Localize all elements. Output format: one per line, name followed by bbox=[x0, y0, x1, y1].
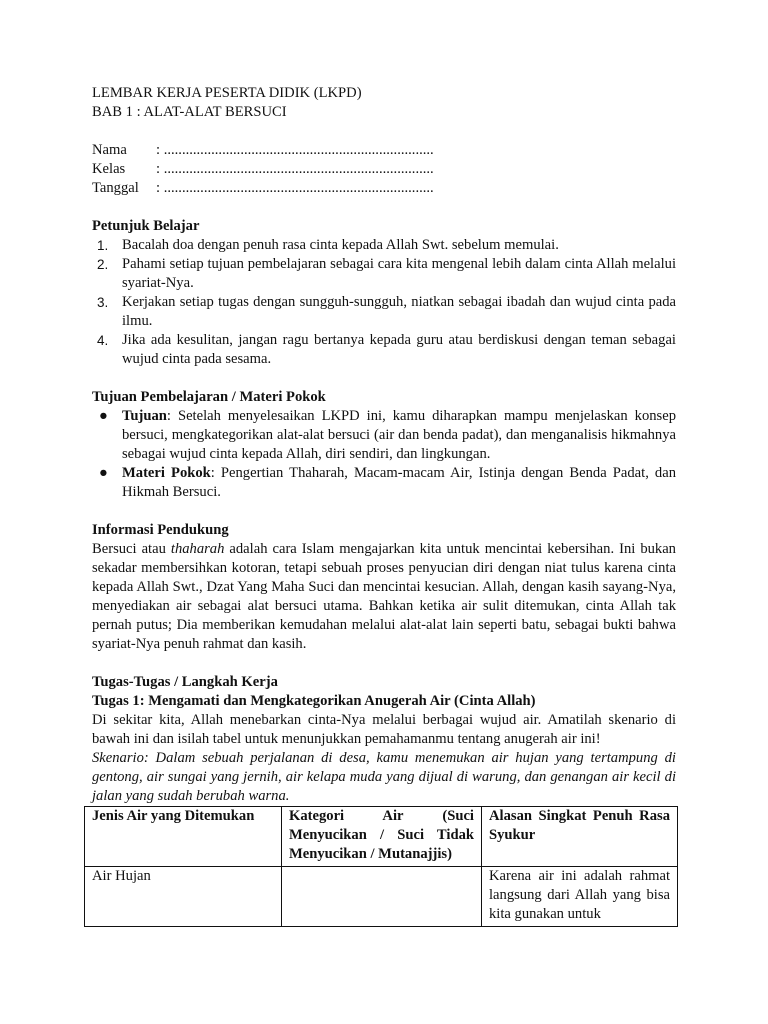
spacer bbox=[92, 502, 676, 521]
petunjuk-list bbox=[92, 236, 676, 369]
table-header-cell: Kategori Air (Suci Menyucikan / Suci Tidak Menyucikan / Mutanajjis) bbox=[281, 807, 481, 867]
identity-blank: : .......................................................................... bbox=[156, 180, 434, 196]
item-text: : Setelah menyelesaikan LKPD ini, kamu diharapkan mampu menjelaskan konsep bersuci, mengkategorikan alat-alat bersuci (air dan benda padat), dan menganalisis hikmahnya sebagai wujud cinta kepada Allah, diri sendiri, dan lingkungan. bbox=[122, 408, 676, 462]
scenario-text: Skenario: Dalam sebuah perjalanan di desa, kamu menemukan air hujan yang tertampung di gentong, air sungai yang jernih, air kelapa muda yang dijual di warung, dan genangan air kecil di jalan yang sudah berubah warna. bbox=[92, 750, 676, 804]
task1-title: Tugas 1: Mengamati dan Mengkategorikan Anugerah Air (Cinta Allah) bbox=[92, 693, 536, 709]
table-cell-jenis bbox=[85, 867, 282, 927]
identity-row-kelas bbox=[92, 160, 676, 179]
item-term: Materi Pokok bbox=[122, 465, 211, 481]
identity-row-tanggal bbox=[92, 179, 676, 198]
bullet-icon: ● bbox=[99, 408, 108, 424]
list-item bbox=[92, 293, 676, 331]
spacer bbox=[92, 122, 676, 141]
tugas-heading: Tugas-Tugas / Langkah Kerja bbox=[92, 674, 278, 690]
text-segment: Bersuci atau bbox=[92, 541, 171, 557]
table-header-row bbox=[85, 807, 678, 867]
cell-text bbox=[289, 867, 474, 924]
identity-blank: : .......................................................................... bbox=[156, 161, 434, 177]
text-segment: adalah cara Islam mengajarkan kita untuk mencintai kebersihan. Ini bukan sekadar membersihkan kotoran, tetapi sebuah proses penyucian diri dengan niat tulus karena cinta kepada Allah Swt., Dzat Yang Maha Suci dan mencintai kesucian. Allah, dengan kasih sayang-Nya, menyediakan air sebagai alat bersuci utama. Bahkan ketika air sulit ditemukan, cinta Allah tak pernah putus; Dia memberikan kemudahan melalui alat-alat lain seperti batu, sebagai bukti bahwa syariat-Nya penuh rahmat dan kasih. bbox=[92, 541, 676, 652]
table-cell-kategori[interactable] bbox=[281, 867, 481, 927]
item-text: Pahami setiap tujuan pembelajaran sebagai cara kita mengenal lebih dalam cinta Allah melalui syariat-Nya. bbox=[122, 256, 676, 291]
table-header-cell: Alasan Singkat Penuh Rasa Syukur bbox=[482, 807, 678, 867]
identity-blank: : .......................................................................... bbox=[156, 142, 434, 158]
table-row bbox=[85, 867, 678, 927]
task1-table bbox=[84, 806, 678, 927]
tujuan-list bbox=[92, 407, 676, 502]
petunjuk-heading: Petunjuk Belajar bbox=[92, 218, 200, 234]
item-text: : Pengertian Thaharah, Macam-macam Air, Istinja dengan Benda Padat, dan Hikmah Bersuci. bbox=[122, 465, 676, 500]
list-item bbox=[92, 407, 676, 464]
spacer bbox=[92, 198, 676, 217]
list-item bbox=[92, 236, 676, 255]
table-cell-alasan bbox=[482, 867, 678, 927]
cell-text: Air Hujan bbox=[92, 868, 151, 884]
identity-row-nama bbox=[92, 141, 676, 160]
tujuan-heading: Tujuan Pembelajaran / Materi Pokok bbox=[92, 389, 326, 405]
item-number: 3. bbox=[97, 295, 109, 310]
informasi-heading: Informasi Pendukung bbox=[92, 522, 229, 538]
list-item bbox=[92, 255, 676, 293]
task1-intro: Di sekitar kita, Allah menebarkan cinta-Nya melalui berbagai wujud air. Amatilah skenario di bawah ini dan isilah tabel untuk menunjukkan pemahamanmu tentang anugerah air ini! bbox=[92, 712, 676, 747]
document-subtitle: BAB 1 : ALAT-ALAT BERSUCI bbox=[92, 104, 287, 120]
item-text: Bacalah doa dengan penuh rasa cinta kepada Allah Swt. sebelum memulai. bbox=[122, 237, 559, 253]
item-text: Kerjakan setiap tugas dengan sungguh-sungguh, niatkan sebagai ibadah dan wujud cinta pada ilmu. bbox=[122, 294, 676, 329]
informasi-paragraph bbox=[92, 540, 676, 654]
table-header-cell: Jenis Air yang Ditemukan bbox=[85, 807, 282, 867]
cell-text: Karena air ini adalah rahmat langsung dari Allah yang bisa kita gunakan untuk bbox=[489, 868, 670, 922]
item-number: 4. bbox=[97, 333, 109, 348]
identity-section bbox=[92, 141, 676, 198]
item-text: Jika ada kesulitan, jangan ragu bertanya kepada guru atau berdiskusi dengan teman sebagai wujud cinta pada sesama. bbox=[122, 332, 676, 367]
lkpd-page bbox=[92, 84, 676, 927]
identity-label: Nama bbox=[92, 142, 127, 158]
identity-label: Kelas bbox=[92, 161, 126, 177]
item-number: 1. bbox=[97, 238, 109, 253]
italic-term: thaharah bbox=[170, 541, 225, 557]
spacer bbox=[92, 369, 676, 388]
list-item bbox=[92, 331, 676, 369]
identity-label: Tanggal bbox=[92, 180, 139, 196]
document-title: LEMBAR KERJA PESERTA DIDIK (LKPD) bbox=[92, 85, 362, 101]
bullet-icon: ● bbox=[99, 465, 108, 481]
list-item bbox=[92, 464, 676, 502]
item-number: 2. bbox=[97, 257, 109, 272]
spacer bbox=[92, 654, 676, 673]
item-term: Tujuan bbox=[122, 408, 167, 424]
